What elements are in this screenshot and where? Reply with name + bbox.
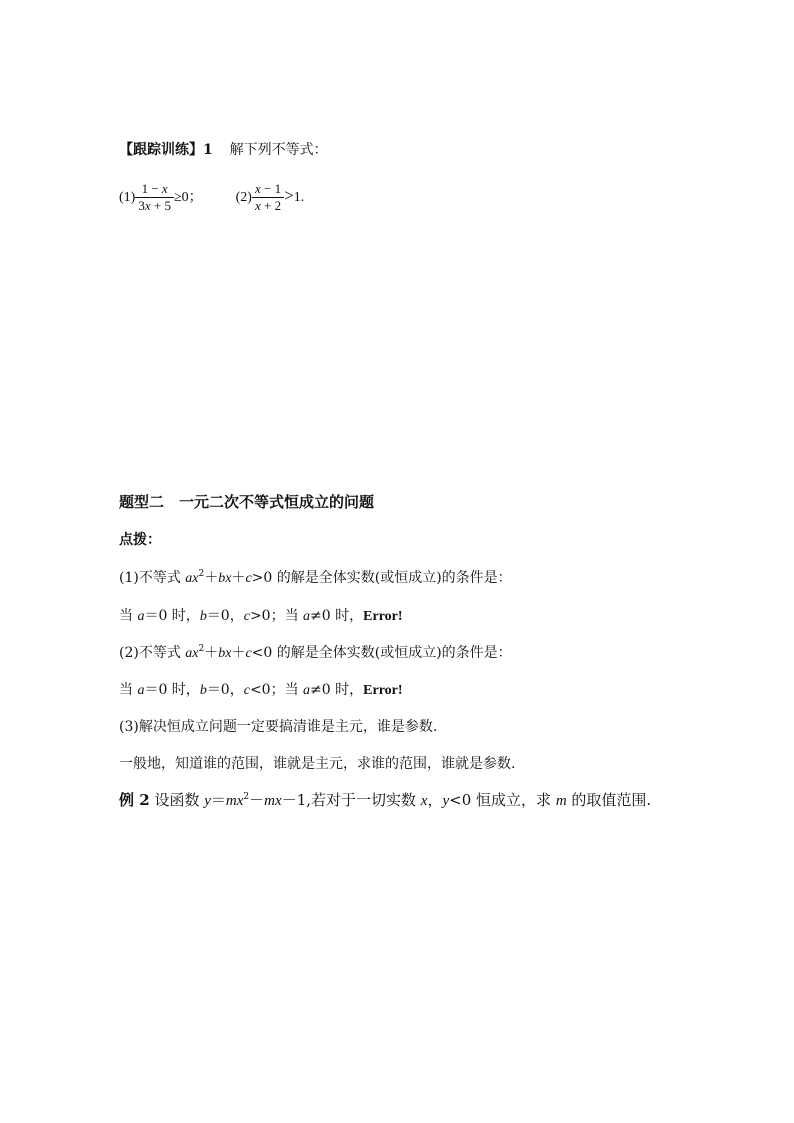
practice-header (119, 139, 328, 159)
problem-2-fraction (252, 181, 284, 214)
problem-2-number: (2) (235, 189, 252, 205)
problems-row (119, 181, 304, 214)
point-1-statement: (1)不等式 $ax^2+bx+c>0$ 的解是全体实数(或恒成立)的条件是： (119, 569, 512, 586)
problem-2 (235, 181, 305, 213)
problem-1-fraction (135, 181, 174, 214)
problem-2-denominator: x + 2 (254, 198, 282, 213)
error-text: Error! (363, 683, 403, 698)
problem-1-relation: ≥0； (173, 189, 203, 205)
section-title: 题型二 一元二次不等式恒成立的问题 (119, 493, 375, 511)
problem-1-numerator: 1 − x (135, 181, 174, 198)
problem-1-denominator: 3x + 5 (138, 198, 171, 213)
point-2-statement: (2)不等式 $ax^2+bx+c<0$ 的解是全体实数(或恒成立)的条件是： (119, 644, 512, 661)
problem-1-number: (1) (119, 189, 136, 205)
point-3: (3)解决恒成立问题一定要搞清谁是主元，谁是参数. (119, 719, 438, 735)
example-2: 例 2 设函数 $y=mx^2-mx-1$,若对于一切实数 x，y<0 恒成立，求 m 的取值范围. (119, 791, 652, 809)
problem-2-relation-symbol: > (284, 185, 294, 205)
practice-instruction: 解下列不等式： (229, 142, 328, 158)
problem-2-relation-value: 1. (293, 189, 305, 205)
practice-label: 【跟踪训练】1 (119, 142, 213, 158)
point-1-condition: 当 a＝0 时，b＝0，c>0；当 a≠0 时，Error! (119, 608, 403, 624)
problem-1 (119, 181, 206, 213)
example-label: 例 2 (119, 791, 150, 809)
error-text: Error! (363, 609, 403, 624)
tip-label: 点拨： (119, 532, 161, 548)
point-4: 一般地，知道谁的范围，谁就是主元，求谁的范围，谁就是参数. (119, 756, 516, 772)
point-2-condition: 当 a＝0 时，b＝0，c<0；当 a≠0 时，Error! (119, 682, 403, 698)
problem-2-numerator: x − 1 (252, 181, 284, 198)
